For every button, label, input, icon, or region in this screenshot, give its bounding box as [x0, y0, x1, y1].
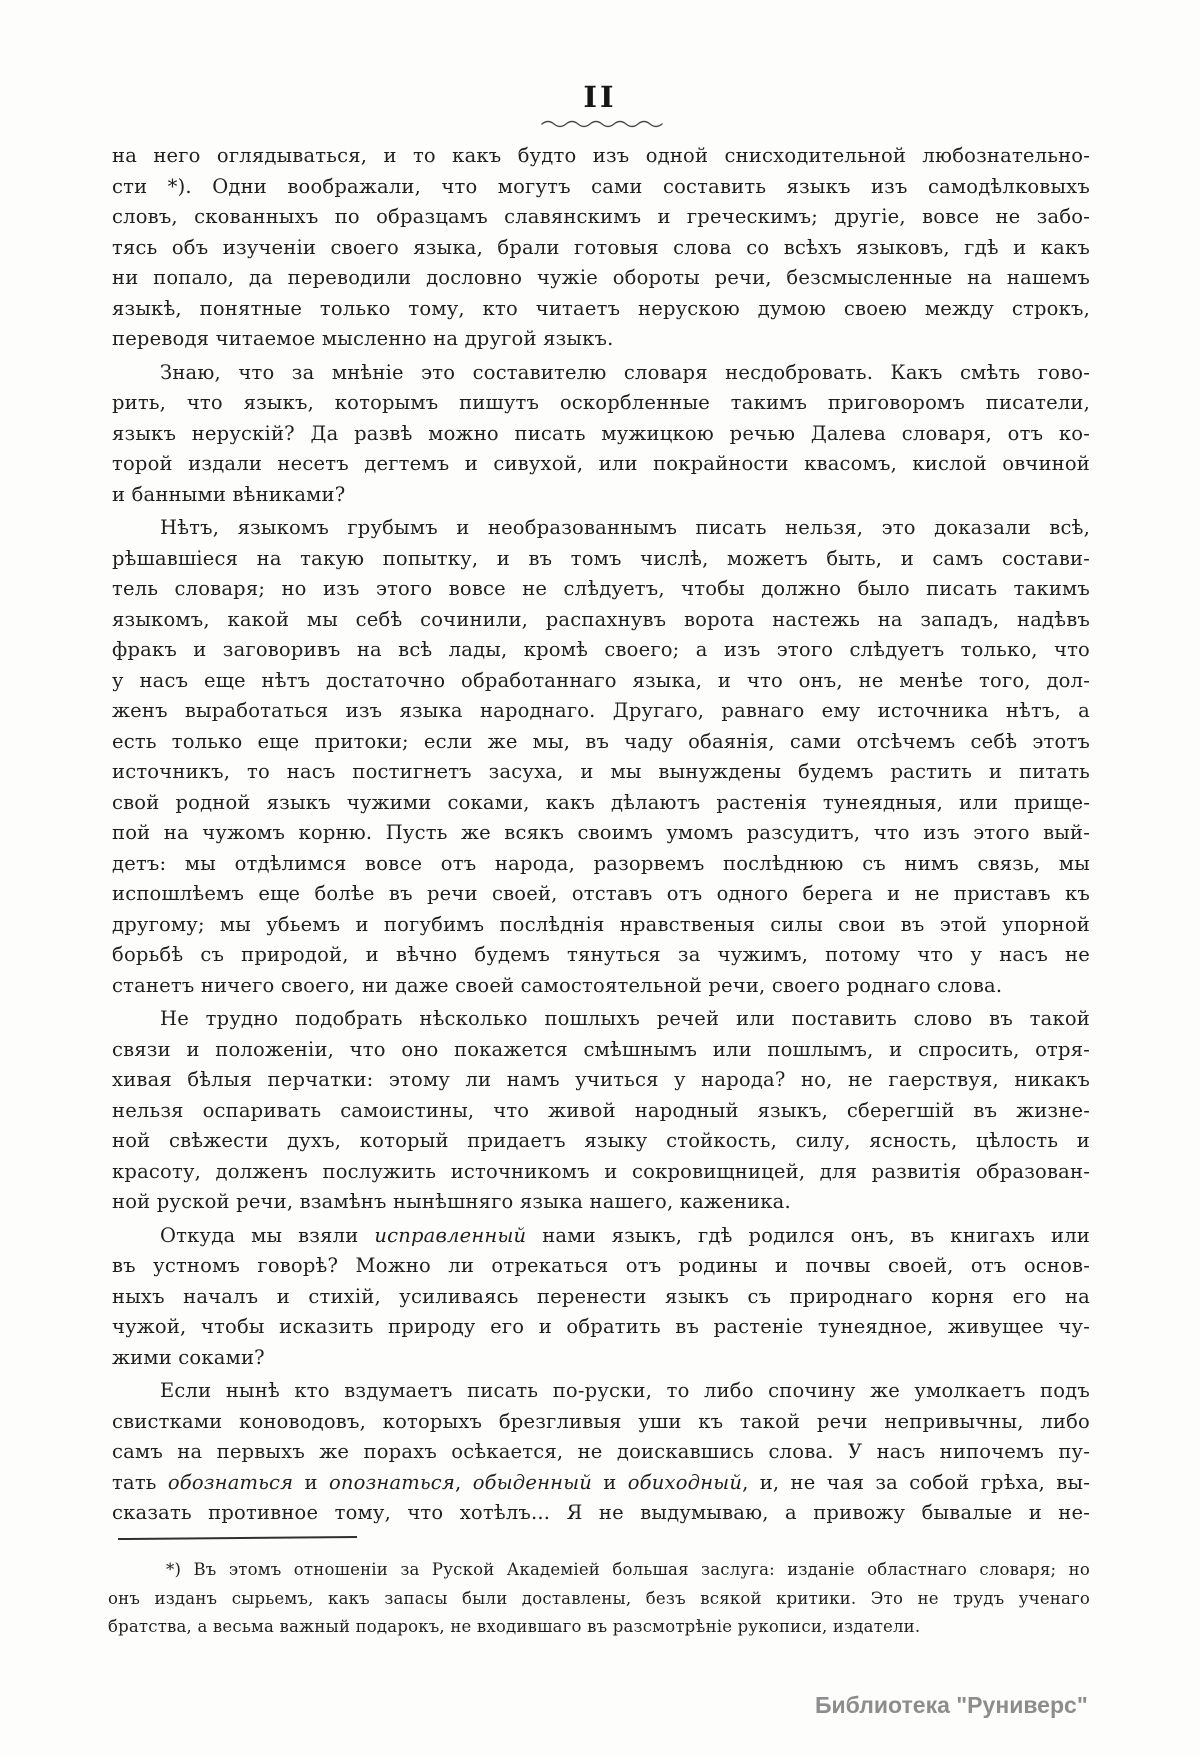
text-line: сказать противное тому, что хотѣлъ... Я не выдумываю, а привожу бывалые и не- — [112, 1501, 1090, 1524]
text-line: въ устномъ говорѣ? Можно ли отрекаться отъ родины и почвы своей, отъ основ- — [112, 1254, 1090, 1277]
text-line: *) Въ этомъ отношеніи за Руской Академіей большая заслуга: изданіе областнаго словаря; но — [166, 1560, 1090, 1579]
text-line: пой на чужомъ корню. Пусть же всякъ своимъ умомъ разсудитъ, что изъ этого вый- — [112, 821, 1090, 844]
text-line: рить, что языкъ, которымъ пишутъ оскорбленные такимъ приговоромъ писатели, — [112, 391, 1090, 414]
text-line: свой родной языкъ чужими соками, какъ дѣлаютъ растенія тунеядныя, или прище- — [112, 790, 1090, 814]
text-line: рѣшавшіеся на такую попытку, и въ томъ числѣ, можетъ быть, и самъ состави- — [112, 546, 1090, 570]
text-line: тать обознаться и опознаться, обыденный и обиходный, и, не чая за собой грѣха, вы- — [112, 1470, 1090, 1494]
text-line: Нѣтъ, языкомъ грубымъ и необразованнымъ писать нельзя, это доказали всѣ, — [160, 516, 1090, 539]
text-line: Не трудно подобрать нѣсколько пошлыхъ речей или поставить слово въ такой — [160, 1007, 1090, 1030]
footnote — [108, 1556, 1090, 1642]
paragraph — [112, 141, 1090, 355]
text-line: тель словаря; но изъ этого вовсе не слѣдуетъ, чтобы должно было писать такимъ — [112, 577, 1090, 600]
text-line: станетъ ничего своего, ни даже своей самостоятельной речи, своего роднаго слова. — [112, 973, 1003, 997]
text-line: братства, а весьма важный подарокъ, не входившаго въ разсмотрѣніе рукописи, издатели. — [108, 1617, 921, 1636]
text-line: ной свѣжести духъ, который придаетъ языку стойкость, силу, ясность, цѣлость и — [112, 1129, 1090, 1152]
text-line: у насъ еще нѣтъ достаточно обработаннаго языка, и что онъ, не менѣе того, дол- — [112, 668, 1090, 692]
library-watermark: Библиотека "Руниверс" — [815, 1692, 1088, 1718]
text-line: на него оглядываться, и то какъ будто изъ одной снисходительной любознательно- — [112, 144, 1090, 167]
text-line: есть только еще притоки; если же мы, въ чаду обаянія, сами отсѣчемъ себѣ этотъ — [112, 729, 1090, 753]
paragraph — [108, 1556, 1090, 1642]
text-line: ной руской речи, взамѣнъ нынѣшняго языка нашего, каженика. — [112, 1190, 791, 1213]
text-line: и банными вѣниками? — [112, 482, 346, 506]
text-line: другому; мы убьемъ и погубимъ послѣднія нравственыя силы свои въ этой упорной — [112, 912, 1090, 936]
text-line: хивая бѣлыя перчатки: этому ли намъ учиться у народа? но, не гаерствуя, никакъ — [112, 1068, 1090, 1091]
text-line: жими соками? — [112, 1345, 265, 1369]
text-line: испошлѣемъ еще болѣе въ речи своей, отставъ отъ одного берега и не приставъ къ — [112, 882, 1090, 905]
text-line: языкомъ, какой мы себѣ сочинили, распахнувъ ворота настежь на западъ, надѣвъ — [112, 607, 1090, 631]
page-body — [112, 141, 1090, 1529]
text-line: сти *). Одни воображали, что могутъ сами составить языкъ изъ самодѣлковыхъ — [112, 174, 1090, 198]
text-line: Откуда мы взяли исправленный нами языкъ, гдѣ родился онъ, въ книгахъ или — [160, 1223, 1090, 1247]
wavy-underline-icon — [540, 118, 664, 128]
text-line: чужой, чтобы исказить природу его и обратить въ растеніе тунеядное, живущее чу- — [112, 1315, 1090, 1338]
paragraph — [112, 1376, 1090, 1529]
text-line: источникъ, то насъ постигнетъ засуха, и мы вынуждены будемъ растить и питать — [112, 760, 1090, 783]
text-line: онъ изданъ сырьемъ, какъ запасы были доставлены, безъ всякой критики. Это не трудъ ученаго — [108, 1588, 1090, 1608]
text-line: нельзя оспаривать самоистины, что живой народный языкъ, сберегшій въ жизне- — [112, 1098, 1090, 1122]
paragraph — [112, 513, 1090, 1001]
page-number: II — [583, 80, 617, 114]
text-line: тясь объ изученіи своего языка, брали готовыя слова со всѣхъ языковъ, гдѣ и какъ — [112, 235, 1090, 259]
text-line: языкѣ, понятные только тому, кто читаетъ нерускою думою своею между строкъ, — [112, 296, 1090, 320]
text-line: торой издали несетъ дегтемъ и сивухой, или покрайности квасомъ, кислой овчиной — [112, 452, 1090, 475]
text-line: свистками коноводовъ, которыхъ брезгливыя уши къ такой речи непривычны, либо — [112, 1409, 1090, 1433]
paragraph — [112, 1221, 1090, 1374]
text-line: красоту, долженъ послужить источникомъ и сокровищницей, для развитія образован- — [112, 1159, 1090, 1183]
text-line: словъ, скованныхъ по образцамъ славянскимъ и греческимъ; другіе, вовсе не забо- — [112, 205, 1090, 228]
paragraph — [112, 358, 1090, 511]
text-line: фракъ и заговоривъ на всѣ лады, кромѣ своего; а изъ этого слѣдуетъ только, что — [112, 638, 1090, 661]
text-line: переводя читаемое мысленно на другой языкъ. — [112, 327, 614, 350]
text-line: Если нынѣ кто вздумаетъ писать по-руски, то либо спочину же умолкаетъ подъ — [160, 1379, 1090, 1402]
text-line: женъ выработаться изъ языка народнаго. Другаго, равнаго ему источника нѣтъ, а — [112, 699, 1090, 722]
text-line: Знаю, что за мнѣніе это составителю словаря несдобровать. Какъ смѣть гово- — [160, 360, 1090, 384]
text-line: языкъ нерускій? Да развѣ можно писать мужицкою речью Далева словаря, отъ ко- — [112, 421, 1090, 445]
text-line: борьбѣ съ природой, и вѣчно будемъ тянуться за чужимъ, потому что у насъ не — [112, 943, 1090, 966]
text-line: ни попало, да переводили дословно чужіе обороты речи, безсмысленные на нашемъ — [112, 266, 1090, 289]
text-line: связи и положеніи, что оно покажется смѣшнымъ или пошлымъ, и спросить, отря- — [112, 1037, 1090, 1061]
text-line: ныхъ началъ и стихій, усиливаясь перенести языкъ съ природнаго корня его на — [112, 1284, 1090, 1308]
text-line: самъ на первыхъ же порахъ осѣкается, не доискавшись слова. У насъ нипочемъ пу- — [112, 1440, 1090, 1463]
text-line: детъ: мы отдѣлимся вовсе отъ народа, разорвемъ послѣднюю съ нимъ связь, мы — [112, 851, 1090, 875]
footnote-separator — [118, 1536, 357, 1540]
paragraph — [112, 1004, 1090, 1218]
